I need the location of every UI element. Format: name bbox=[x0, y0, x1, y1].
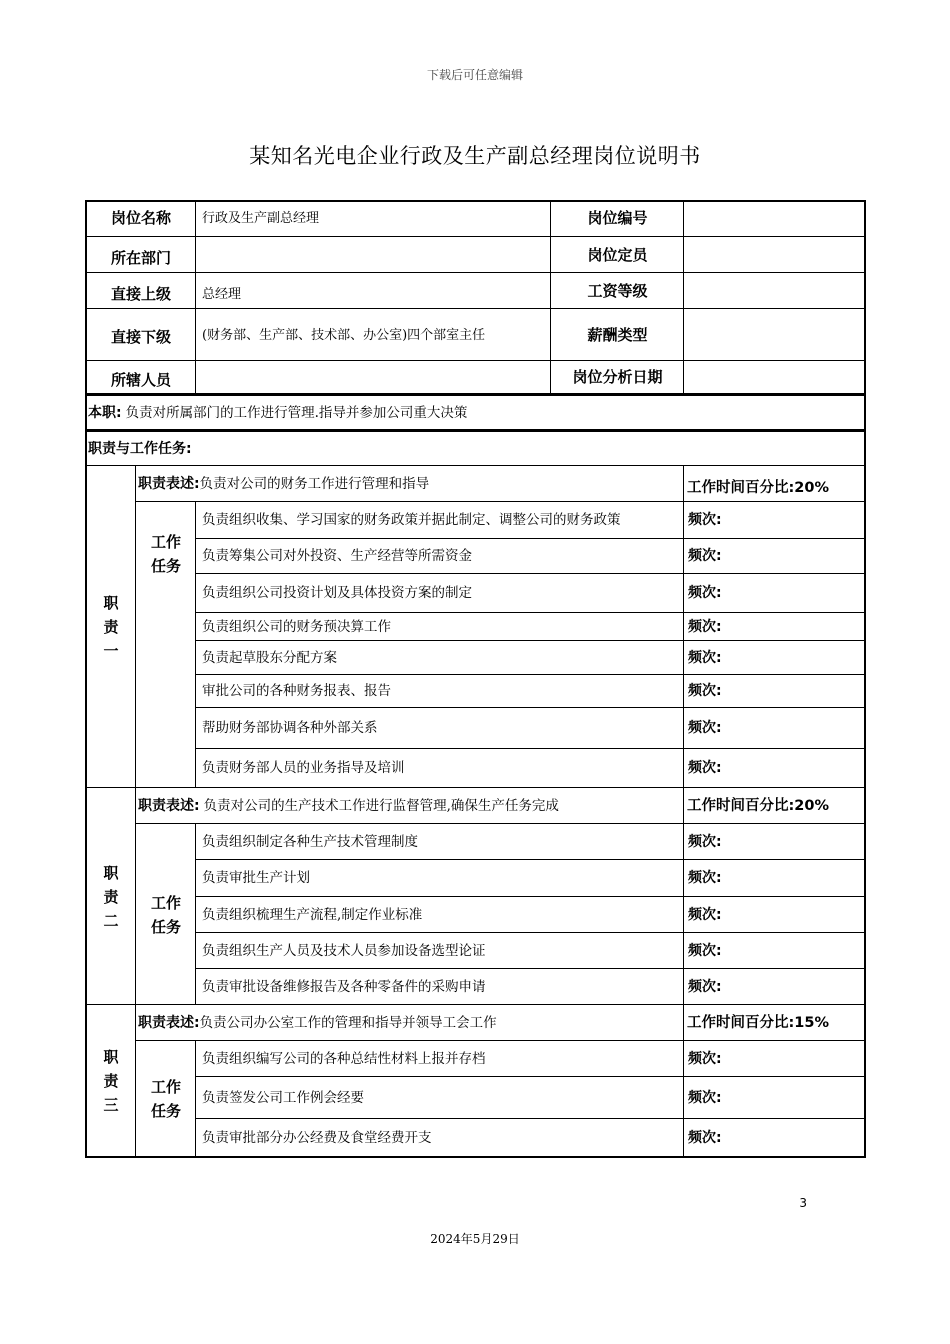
department-label: 所在部门 bbox=[110, 248, 171, 267]
duty-2-freq-4: 频次: bbox=[688, 942, 722, 959]
duty-1-freq-4: 频次: bbox=[688, 618, 722, 635]
grid-line bbox=[195, 932, 866, 933]
duty-3-task-label bbox=[136, 1041, 196, 1157]
duty-1-freq-7: 频次: bbox=[688, 720, 722, 736]
duty-2-statement-text: 负责对公司的生产技术工作进行监督管理,确保生产任务完成 bbox=[203, 797, 559, 814]
duty-2-time-share: 工作时间百分比:20% bbox=[687, 797, 830, 814]
header-note: 下载后可任意编辑 bbox=[426, 68, 523, 82]
duty-1-task-label bbox=[136, 502, 196, 788]
position-code-value bbox=[684, 201, 864, 236]
duty-1-name bbox=[86, 466, 136, 788]
duty-1-task-5: 负责起草股东分配方案 bbox=[202, 649, 337, 666]
duty-3-task-2: 负责签发公司工作例会经要 bbox=[202, 1089, 364, 1106]
pay-type-label: 薪酬类型 bbox=[587, 325, 648, 344]
grid-line bbox=[135, 1040, 866, 1041]
duty-3-statement bbox=[136, 1005, 684, 1041]
duty-1-task-label-text: 工作任务 bbox=[150, 533, 181, 575]
table-bottom-border bbox=[85, 1156, 866, 1158]
grid-line bbox=[195, 573, 866, 574]
department-value bbox=[196, 237, 551, 273]
duty-1-statement-text: 负责对公司的财务工作进行管理和指导 bbox=[199, 475, 430, 492]
grid-line bbox=[195, 200, 196, 394]
grid-line bbox=[195, 859, 866, 860]
duty-2-statement bbox=[136, 788, 684, 824]
duty-2-task-label bbox=[136, 824, 196, 1005]
grid-line bbox=[195, 1076, 866, 1077]
grid-line bbox=[195, 1118, 866, 1119]
grid-line bbox=[195, 640, 866, 641]
duty-3-statement-label: 职责表述: bbox=[138, 1014, 200, 1031]
subordinates-label: 直接下级 bbox=[110, 327, 171, 346]
grid-line bbox=[85, 272, 866, 273]
grade-value bbox=[684, 273, 864, 309]
duty-1-freq-8: 频次: bbox=[688, 760, 722, 776]
duty-3-task-3: 负责审批部分办公经费及食堂经费开支 bbox=[202, 1129, 432, 1146]
grid-line bbox=[85, 308, 866, 309]
duty-1-statement bbox=[136, 466, 684, 502]
duty-3-freq-1: 频次: bbox=[688, 1050, 722, 1067]
duty-1-task-8: 负责财务部人员的业务指导及培训 bbox=[202, 760, 405, 776]
duty-1-freq-5: 频次: bbox=[688, 649, 722, 666]
duty-3-freq-3: 频次: bbox=[688, 1129, 722, 1146]
subordinates-value: (财务部、生产部、技术部、办公室)四个部室主任 bbox=[202, 327, 486, 343]
duty-2-task-label-text: 工作任务 bbox=[150, 893, 181, 936]
duty-3-time-share: 工作时间百分比:15% bbox=[687, 1014, 830, 1031]
headcount-value bbox=[684, 237, 864, 273]
duty-3-name-text: 职责三 bbox=[103, 1048, 119, 1114]
duty-summary-text: 负责对所属部门的工作进行管理.指导并参加公司重大决策 bbox=[125, 404, 468, 421]
grid-line bbox=[85, 1004, 866, 1005]
duty-2-freq-3: 频次: bbox=[688, 906, 722, 923]
duty-1-time-share: 工作时间百分比:20% bbox=[687, 479, 830, 496]
duty-2-task-3: 负责组织梳理生产流程,制定作业标准 bbox=[202, 906, 423, 923]
grid-line bbox=[135, 501, 866, 502]
duty-2-name bbox=[86, 788, 136, 1005]
duty-1-task-6: 审批公司的各种财务报表、报告 bbox=[202, 683, 391, 699]
table-top-border bbox=[85, 200, 866, 202]
grid-line bbox=[85, 360, 866, 361]
duty-1-task-2: 负责筹集公司对外投资、生产经营等所需资金 bbox=[202, 548, 472, 564]
document-title: 某知名光电企业行政及生产副总经理岗位说明书 bbox=[249, 144, 701, 168]
duty-2-statement-label: 职责表述: bbox=[138, 797, 200, 814]
grid-line bbox=[195, 707, 866, 708]
grid-line bbox=[683, 465, 684, 1157]
grid-line bbox=[85, 431, 866, 432]
grid-line bbox=[195, 968, 866, 969]
grid-line bbox=[550, 200, 551, 394]
duty-3-task-1: 负责组织编写公司的各种总结性材料上报并存档 bbox=[202, 1050, 486, 1067]
duty-1-statement-label: 职责表述: bbox=[138, 475, 200, 492]
duty-2-task-5: 负责审批设备维修报告及各种零备件的采购申请 bbox=[202, 978, 486, 995]
duty-2-freq-2: 频次: bbox=[688, 870, 722, 886]
duty-2-task-4: 负责组织生产人员及技术人员参加设备选型论证 bbox=[202, 942, 486, 959]
duty-2-name-text: 职责二 bbox=[103, 863, 119, 930]
duty-3-statement-text: 负责公司办公室工作的管理和指导并领导工会工作 bbox=[199, 1014, 497, 1031]
grid-line bbox=[195, 538, 866, 539]
staff-label: 所辖人员 bbox=[110, 371, 171, 389]
grid-line bbox=[85, 465, 866, 466]
duty-1-task-3: 负责组织公司投资计划及具体投资方案的制定 bbox=[202, 585, 472, 601]
duty-summary-row bbox=[86, 396, 864, 430]
superior-label: 直接上级 bbox=[110, 284, 171, 303]
duty-2-freq-1: 频次: bbox=[688, 833, 722, 850]
duty-1-task-1: 负责组织收集、学习国家的财务政策并据此制定、调整公司的财务政策 bbox=[202, 512, 621, 528]
position-name-value: 行政及生产副总经理 bbox=[202, 211, 320, 226]
duty-2-task-1: 负责组织制定各种生产技术管理制度 bbox=[202, 833, 418, 850]
duty-1-task-7: 帮助财务部协调各种外部关系 bbox=[202, 720, 378, 736]
grid-line bbox=[195, 501, 196, 788]
duty-3-task-label-text: 工作任务 bbox=[150, 1078, 181, 1120]
position-code-label: 岗位编号 bbox=[587, 209, 648, 227]
page-number: 3 bbox=[799, 1196, 807, 1210]
pay-type-value bbox=[684, 309, 864, 361]
duty-1-name-text: 职责一 bbox=[103, 594, 119, 660]
analysis-date-value bbox=[684, 361, 864, 394]
grid-line bbox=[85, 395, 866, 396]
grade-label: 工资等级 bbox=[587, 281, 648, 300]
duty-1-freq-3: 频次: bbox=[688, 585, 722, 601]
grid-line bbox=[85, 787, 866, 788]
table-right-border bbox=[864, 200, 866, 1158]
grid-line bbox=[195, 1040, 196, 1157]
duty-2-task-2: 负责审批生产计划 bbox=[202, 870, 310, 886]
grid-line bbox=[195, 896, 866, 897]
grid-line bbox=[195, 674, 866, 675]
grid-line bbox=[683, 200, 684, 394]
grid-line bbox=[85, 236, 866, 237]
superior-value: 总经理 bbox=[202, 286, 242, 302]
analysis-date-label: 岗位分析日期 bbox=[572, 368, 663, 386]
staff-value bbox=[196, 361, 551, 394]
duty-2-freq-5: 频次: bbox=[688, 978, 722, 995]
grid-line bbox=[195, 823, 196, 1005]
duty-3-name bbox=[86, 1005, 136, 1157]
duty-1-freq-1: 频次: bbox=[688, 512, 722, 528]
table-left-border bbox=[85, 200, 87, 1158]
position-name-label: 岗位名称 bbox=[110, 209, 171, 227]
grid-line bbox=[195, 612, 866, 613]
duty-summary-label: 本职: bbox=[88, 404, 122, 421]
duties-heading: 职责与工作任务: bbox=[88, 440, 192, 457]
duty-1-freq-2: 频次: bbox=[688, 548, 722, 564]
headcount-label: 岗位定员 bbox=[587, 245, 648, 264]
duty-1-freq-6: 频次: bbox=[688, 683, 722, 699]
grid-line bbox=[195, 748, 866, 749]
grid-line bbox=[135, 823, 866, 824]
duty-1-task-4: 负责组织公司的财务预决算工作 bbox=[202, 618, 391, 635]
grid-line bbox=[135, 465, 136, 1157]
footer-date: 2024年5月29日 bbox=[430, 1232, 520, 1246]
duty-3-freq-2: 频次: bbox=[688, 1089, 722, 1106]
